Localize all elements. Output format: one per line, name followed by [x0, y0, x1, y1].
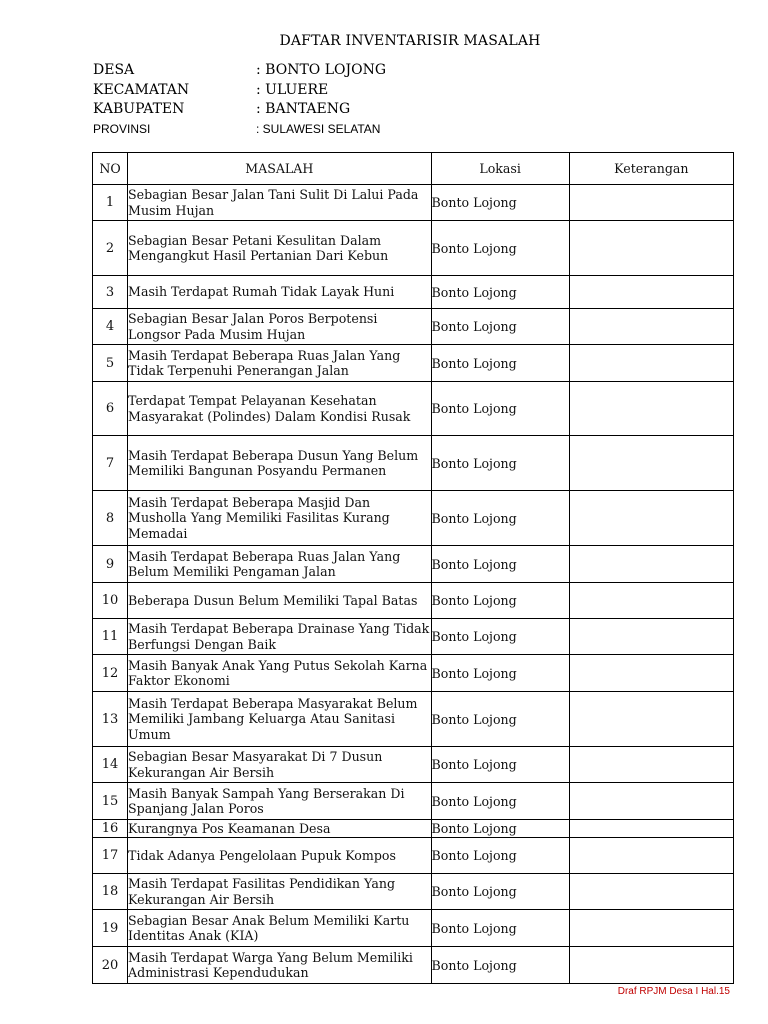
info-value: : BONTO LOJONG: [256, 62, 387, 78]
table-row: [93, 838, 734, 874]
row-lokasi: Bonto Lojong: [431, 783, 569, 820]
row-masalah: Sebagian Besar Anak Belum Memiliki Kartu Identitas Anak (KIA): [128, 910, 431, 947]
info-value: : SULAWESI SELATAN: [256, 122, 381, 136]
row-no: 16: [93, 820, 128, 838]
row-keterangan: [569, 309, 733, 345]
row-keterangan: [569, 221, 733, 276]
row-lokasi: Bonto Lojong: [431, 436, 569, 491]
table-row: [93, 345, 734, 382]
row-masalah: Sebagian Besar Jalan Tani Sulit Di Lalui Pada Musim Hujan: [128, 185, 431, 221]
row-masalah: Masih Terdapat Beberapa Ruas Jalan Yang Belum Memiliki Pengaman Jalan: [128, 546, 431, 583]
table-row: [93, 185, 734, 221]
row-no: 10: [93, 583, 128, 619]
row-masalah: Masih Terdapat Warga Yang Belum Memiliki Administrasi Kependudukan: [128, 947, 431, 984]
table-row: [93, 783, 734, 820]
table-row: [93, 747, 734, 783]
row-keterangan: [569, 276, 733, 309]
row-no: 20: [93, 947, 128, 984]
row-lokasi: Bonto Lojong: [431, 655, 569, 692]
row-keterangan: [569, 910, 733, 947]
row-lokasi: Bonto Lojong: [431, 276, 569, 309]
table-row: [93, 947, 734, 984]
row-masalah: Masih Banyak Sampah Yang Berserakan Di Spanjang Jalan Poros: [128, 783, 431, 820]
row-lokasi: Bonto Lojong: [431, 820, 569, 838]
row-masalah: Masih Terdapat Beberapa Masjid Dan Musholla Yang Memiliki Fasilitas Kurang Memadai: [128, 491, 431, 546]
row-lokasi: Bonto Lojong: [431, 491, 569, 546]
document-title: DAFTAR INVENTARISIR MASALAH: [279, 33, 541, 49]
row-keterangan: [569, 947, 733, 984]
row-no: 17: [93, 838, 128, 874]
row-lokasi: Bonto Lojong: [431, 910, 569, 947]
table-row: [93, 436, 734, 491]
row-lokasi: Bonto Lojong: [431, 747, 569, 783]
page-footer: Draf RPJM Desa I Hal.15: [617, 986, 730, 997]
row-no: 19: [93, 910, 128, 947]
row-no: 5: [93, 345, 128, 382]
row-no: 9: [93, 546, 128, 583]
inventory-table: [92, 152, 734, 984]
row-keterangan: [569, 382, 733, 436]
row-masalah: Beberapa Dusun Belum Memiliki Tapal Batas: [128, 583, 431, 619]
row-lokasi: Bonto Lojong: [431, 382, 569, 436]
row-masalah: Masih Banyak Anak Yang Putus Sekolah Karna Faktor Ekonomi: [128, 655, 431, 692]
table-row: [93, 910, 734, 947]
row-keterangan: [569, 491, 733, 546]
row-lokasi: Bonto Lojong: [431, 546, 569, 583]
row-lokasi: Bonto Lojong: [431, 619, 569, 655]
table-row: [93, 583, 734, 619]
table-row: [93, 619, 734, 655]
row-lokasi: Bonto Lojong: [431, 345, 569, 382]
row-lokasi: Bonto Lojong: [431, 309, 569, 345]
row-masalah: Masih Terdapat Beberapa Dusun Yang Belum Memiliki Bangunan Posyandu Permanen: [128, 436, 431, 491]
table-row: [93, 309, 734, 345]
row-no: 12: [93, 655, 128, 692]
row-no: 18: [93, 874, 128, 910]
row-keterangan: [569, 583, 733, 619]
row-no: 7: [93, 436, 128, 491]
table-row: [93, 382, 734, 436]
row-lokasi: Bonto Lojong: [431, 221, 569, 276]
row-keterangan: [569, 820, 733, 838]
row-keterangan: [569, 692, 733, 747]
row-no: 14: [93, 747, 128, 783]
row-masalah: Terdapat Tempat Pelayanan Kesehatan Masyarakat (Polindes) Dalam Kondisi Rusak: [128, 382, 431, 436]
info-label: KECAMATAN: [93, 82, 190, 98]
row-masalah: Sebagian Besar Jalan Poros Berpotensi Longsor Pada Musim Hujan: [128, 309, 431, 345]
row-no: 6: [93, 382, 128, 436]
row-keterangan: [569, 345, 733, 382]
row-masalah: Masih Terdapat Fasilitas Pendidikan Yang Kekurangan Air Bersih: [128, 874, 431, 910]
row-masalah: Sebagian Besar Masyarakat Di 7 Dusun Kekurangan Air Bersih: [128, 747, 431, 783]
info-label: KABUPATEN: [93, 101, 185, 117]
table-row: [93, 874, 734, 910]
row-keterangan: [569, 436, 733, 491]
row-lokasi: Bonto Lojong: [431, 185, 569, 221]
info-value: : BANTAENG: [256, 101, 351, 117]
row-keterangan: [569, 838, 733, 874]
row-keterangan: [569, 619, 733, 655]
table-row: [93, 655, 734, 692]
row-no: 13: [93, 692, 128, 747]
row-masalah: Masih Terdapat Beberapa Ruas Jalan Yang Tidak Terpenuhi Penerangan Jalan: [128, 345, 431, 382]
row-no: 1: [93, 185, 128, 221]
row-masalah: Kurangnya Pos Keamanan Desa: [128, 820, 431, 838]
row-no: 15: [93, 783, 128, 820]
table-row: [93, 276, 734, 309]
row-no: 2: [93, 221, 128, 276]
row-keterangan: [569, 655, 733, 692]
row-lokasi: Bonto Lojong: [431, 583, 569, 619]
row-keterangan: [569, 185, 733, 221]
row-lokasi: Bonto Lojong: [431, 838, 569, 874]
row-lokasi: Bonto Lojong: [431, 947, 569, 984]
row-no: 4: [93, 309, 128, 345]
row-masalah: Tidak Adanya Pengelolaan Pupuk Kompos: [128, 838, 431, 874]
row-no: 8: [93, 491, 128, 546]
row-lokasi: Bonto Lojong: [431, 692, 569, 747]
table-row: [93, 546, 734, 583]
info-value: : ULUERE: [256, 82, 329, 98]
header-masalah: MASALAH: [128, 153, 431, 185]
table-row: [93, 820, 734, 838]
info-label: PROVINSI: [93, 122, 151, 136]
row-keterangan: [569, 546, 733, 583]
row-no: 11: [93, 619, 128, 655]
header-no: NO: [93, 153, 128, 185]
table-row: [93, 692, 734, 747]
table-row: [93, 491, 734, 546]
header-keterangan: Keterangan: [569, 153, 733, 185]
table-row: [93, 221, 734, 276]
row-keterangan: [569, 747, 733, 783]
row-keterangan: [569, 874, 733, 910]
row-lokasi: Bonto Lojong: [431, 874, 569, 910]
row-masalah: Masih Terdapat Rumah Tidak Layak Huni: [128, 276, 431, 309]
table-header-row: [93, 153, 734, 185]
row-keterangan: [569, 783, 733, 820]
row-masalah: Masih Terdapat Beberapa Drainase Yang Tidak Berfungsi Dengan Baik: [128, 619, 431, 655]
row-no: 3: [93, 276, 128, 309]
row-masalah: Masih Terdapat Beberapa Masyarakat Belum Memiliki Jambang Keluarga Atau Sanitasi Umum: [128, 692, 431, 747]
row-masalah: Sebagian Besar Petani Kesulitan Dalam Mengangkut Hasil Pertanian Dari Kebun: [128, 221, 431, 276]
info-label: DESA: [93, 62, 135, 78]
header-lokasi: Lokasi: [431, 153, 569, 185]
